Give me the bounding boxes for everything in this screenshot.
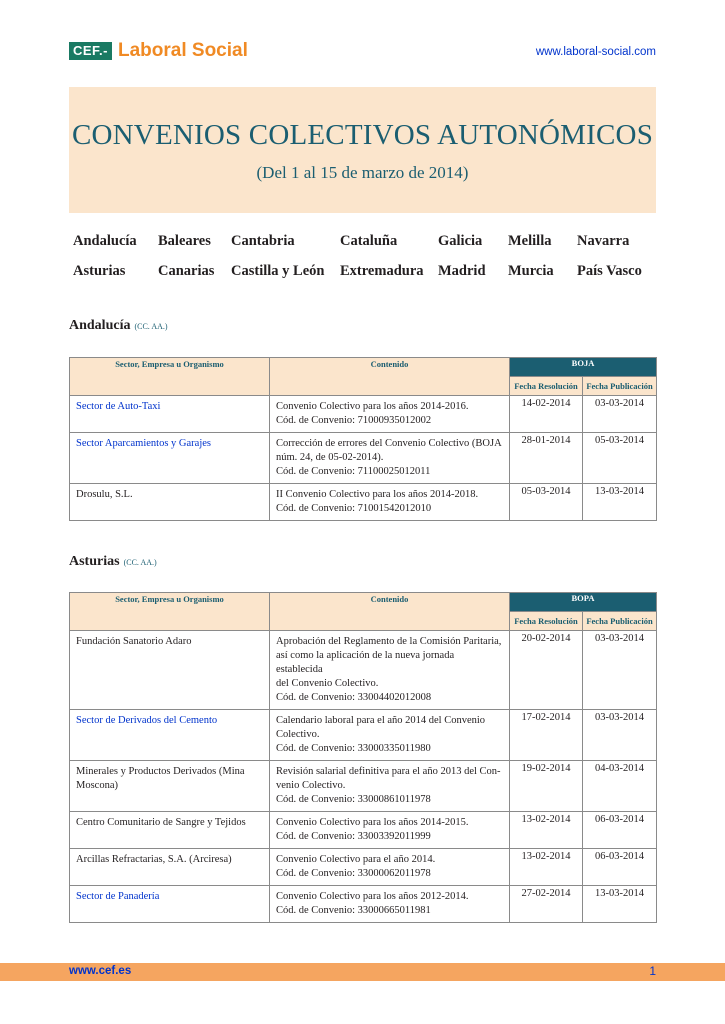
fecha-publicacion-cell: 05-03-2014 [583,433,657,484]
content-line: Cód. de Convenio: 33003392011999 [276,831,431,842]
fecha-publicacion-cell: 03-03-2014 [583,396,657,433]
sector-cell [70,812,270,849]
table-row [70,631,657,710]
region-link-murcia[interactable]: Murcia [508,263,554,279]
table-row [70,761,657,812]
region-row-2 [73,263,658,293]
content-line: Cód. de Convenio: 33004402012008 [276,692,432,703]
content-line: Convenio Colectivo para los años 2014-2016. [276,401,469,412]
col-header-fecha-resolucion: Fecha Resolución [510,612,583,631]
content-line: Colectivo. [276,729,320,740]
fecha-resolucion-cell: 20-02-2014 [510,631,583,710]
content-line: venio Colectivo. [276,780,346,791]
fecha-publicacion-cell: 04-03-2014 [583,761,657,812]
region-link-navarra[interactable]: Navarra [577,233,630,249]
sector-cell [70,710,270,761]
region-row-1 [73,233,658,263]
asturias-table [69,592,657,923]
sector-link[interactable]: Sector Aparcamientos y Garajes [76,438,211,449]
sector-name: Fundación Sanatorio Adaro [76,636,192,647]
sector-cell [70,484,270,521]
content-cell [270,710,510,761]
region-link-cataluna[interactable]: Cataluña [340,233,398,249]
content-cell [270,396,510,433]
table-row [70,849,657,886]
table-row [70,886,657,923]
col-header-content: Contenido [270,358,510,396]
sector-cell [70,849,270,886]
page-footer [0,963,725,981]
col-header-bulletin: BOJA [510,358,657,377]
table-row [70,396,657,433]
fecha-publicacion-cell: 13-03-2014 [583,484,657,521]
title-banner [69,87,656,213]
sector-cell [70,433,270,484]
sector-link[interactable]: Sector de Derivados del Cemento [76,715,218,726]
content-line: Cód. de Convenio: 71001542012010 [276,503,432,514]
sector-name: Minerales y Productos Derivados (Mina Moscona) [76,766,245,791]
region-link-extremadura[interactable]: Extremadura [340,263,424,279]
content-line: así como la aplicación de la nueva jornada establecida [276,650,455,675]
logo-text: Laboral Social [118,40,248,61]
region-link-pais-vasco[interactable]: País Vasco [577,263,642,279]
fecha-publicacion-cell: 03-03-2014 [583,710,657,761]
region-link-cantabria[interactable]: Cantabria [231,233,295,249]
fecha-resolucion-cell: 13-02-2014 [510,849,583,886]
region-index [73,233,658,293]
section-tag: (CC. AA.) [134,322,168,331]
content-cell [270,484,510,521]
region-link-canarias[interactable]: Canarias [158,263,215,279]
section-heading: Asturias [69,554,120,569]
content-cell [270,761,510,812]
sector-name: Centro Comunitario de Sangre y Tejidos [76,817,246,828]
col-header-content: Contenido [270,593,510,631]
sector-link[interactable]: Sector de Panadería [76,891,160,902]
region-link-castilla-y-leon[interactable]: Castilla y León [231,263,325,279]
sector-name: Drosulu, S.L. [76,489,133,500]
section-heading: Andalucía [69,318,131,333]
fecha-resolucion-cell: 05-03-2014 [510,484,583,521]
content-line: Cód. de Convenio: 71000935012002 [276,415,432,426]
footer-site-link[interactable]: www.cef.es [69,965,132,977]
content-cell [270,631,510,710]
content-line: II Convenio Colectivo para los años 2014-2018. [276,489,479,500]
section-title-andalucia [69,318,168,334]
content-line: Convenio Colectivo para los años 2014-2015. [276,817,469,828]
page-number: 1 [649,964,656,978]
content-cell [270,433,510,484]
site-url-link[interactable]: www.laboral-social.com [535,46,656,58]
content-line: Convenio Colectivo para el año 2014. [276,854,436,865]
fecha-publicacion-cell: 03-03-2014 [583,631,657,710]
col-header-sector: Sector, Empresa u Organismo [70,358,270,396]
col-header-sector: Sector, Empresa u Organismo [70,593,270,631]
logo-mark: CEF.- [69,42,112,60]
content-line: Calendario laboral para el año 2014 del Convenio [276,715,486,726]
table-row [70,710,657,761]
page-title: CONVENIOS COLECTIVOS AUTONÓMICOS [71,119,654,151]
cef-logo[interactable] [69,40,248,62]
content-line: Cód. de Convenio: 33000861011978 [276,794,431,805]
content-line: del Convenio Colectivo. [276,678,379,689]
content-line: Cód. de Convenio: 33000665011981 [276,905,431,916]
region-link-melilla[interactable]: Melilla [508,233,552,249]
content-line: núm. 24, de 05-02-2014). [276,452,384,463]
fecha-publicacion-cell: 06-03-2014 [583,849,657,886]
table-row [70,433,657,484]
date-range-subtitle: (Del 1 al 15 de marzo de 2014) [256,163,469,182]
region-link-madrid[interactable]: Madrid [438,263,486,279]
content-line: Convenio Colectivo para los años 2012-2014. [276,891,469,902]
fecha-publicacion-cell: 13-03-2014 [583,886,657,923]
fecha-resolucion-cell: 19-02-2014 [510,761,583,812]
content-cell [270,886,510,923]
section-tag: (CC. AA.) [123,558,157,567]
fecha-resolucion-cell: 13-02-2014 [510,812,583,849]
region-link-baleares[interactable]: Baleares [158,233,211,249]
region-link-andalucia[interactable]: Andalucía [73,233,137,249]
content-cell [270,812,510,849]
col-header-fecha-publicacion: Fecha Publicación [583,612,657,631]
sector-name: Arcillas Refractarias, S.A. (Arciresa) [76,854,232,865]
section-title-asturias [69,554,157,570]
fecha-resolucion-cell: 17-02-2014 [510,710,583,761]
col-header-fecha-publicacion: Fecha Publicación [583,377,657,396]
table-row [70,484,657,521]
content-line: Revisión salarial definitiva para el año 2013 del Con- [276,766,501,777]
sector-cell [70,886,270,923]
region-link-asturias[interactable]: Asturias [73,263,126,279]
sector-cell [70,631,270,710]
content-line: Cód. de Convenio: 33000335011980 [276,743,431,754]
content-cell [270,849,510,886]
content-line: Cód. de Convenio: 71100025012011 [276,466,431,477]
sector-cell [70,396,270,433]
sector-cell [70,761,270,812]
fecha-publicacion-cell: 06-03-2014 [583,812,657,849]
content-line: Corrección de errores del Convenio Colectivo (BOJA [276,438,502,449]
content-line: Aprobación del Reglamento de la Comisión Paritaria, [276,636,502,647]
col-header-fecha-resolucion: Fecha Resolución [510,377,583,396]
andalucia-table [69,357,657,521]
sector-link[interactable]: Sector de Auto-Taxi [76,401,161,412]
content-line: Cód. de Convenio: 33000062011978 [276,868,431,879]
table-row [70,812,657,849]
fecha-resolucion-cell: 14-02-2014 [510,396,583,433]
fecha-resolucion-cell: 28-01-2014 [510,433,583,484]
page-header [69,40,656,66]
fecha-resolucion-cell: 27-02-2014 [510,886,583,923]
region-link-galicia[interactable]: Galicia [438,233,483,249]
col-header-bulletin: BOPA [510,593,657,612]
